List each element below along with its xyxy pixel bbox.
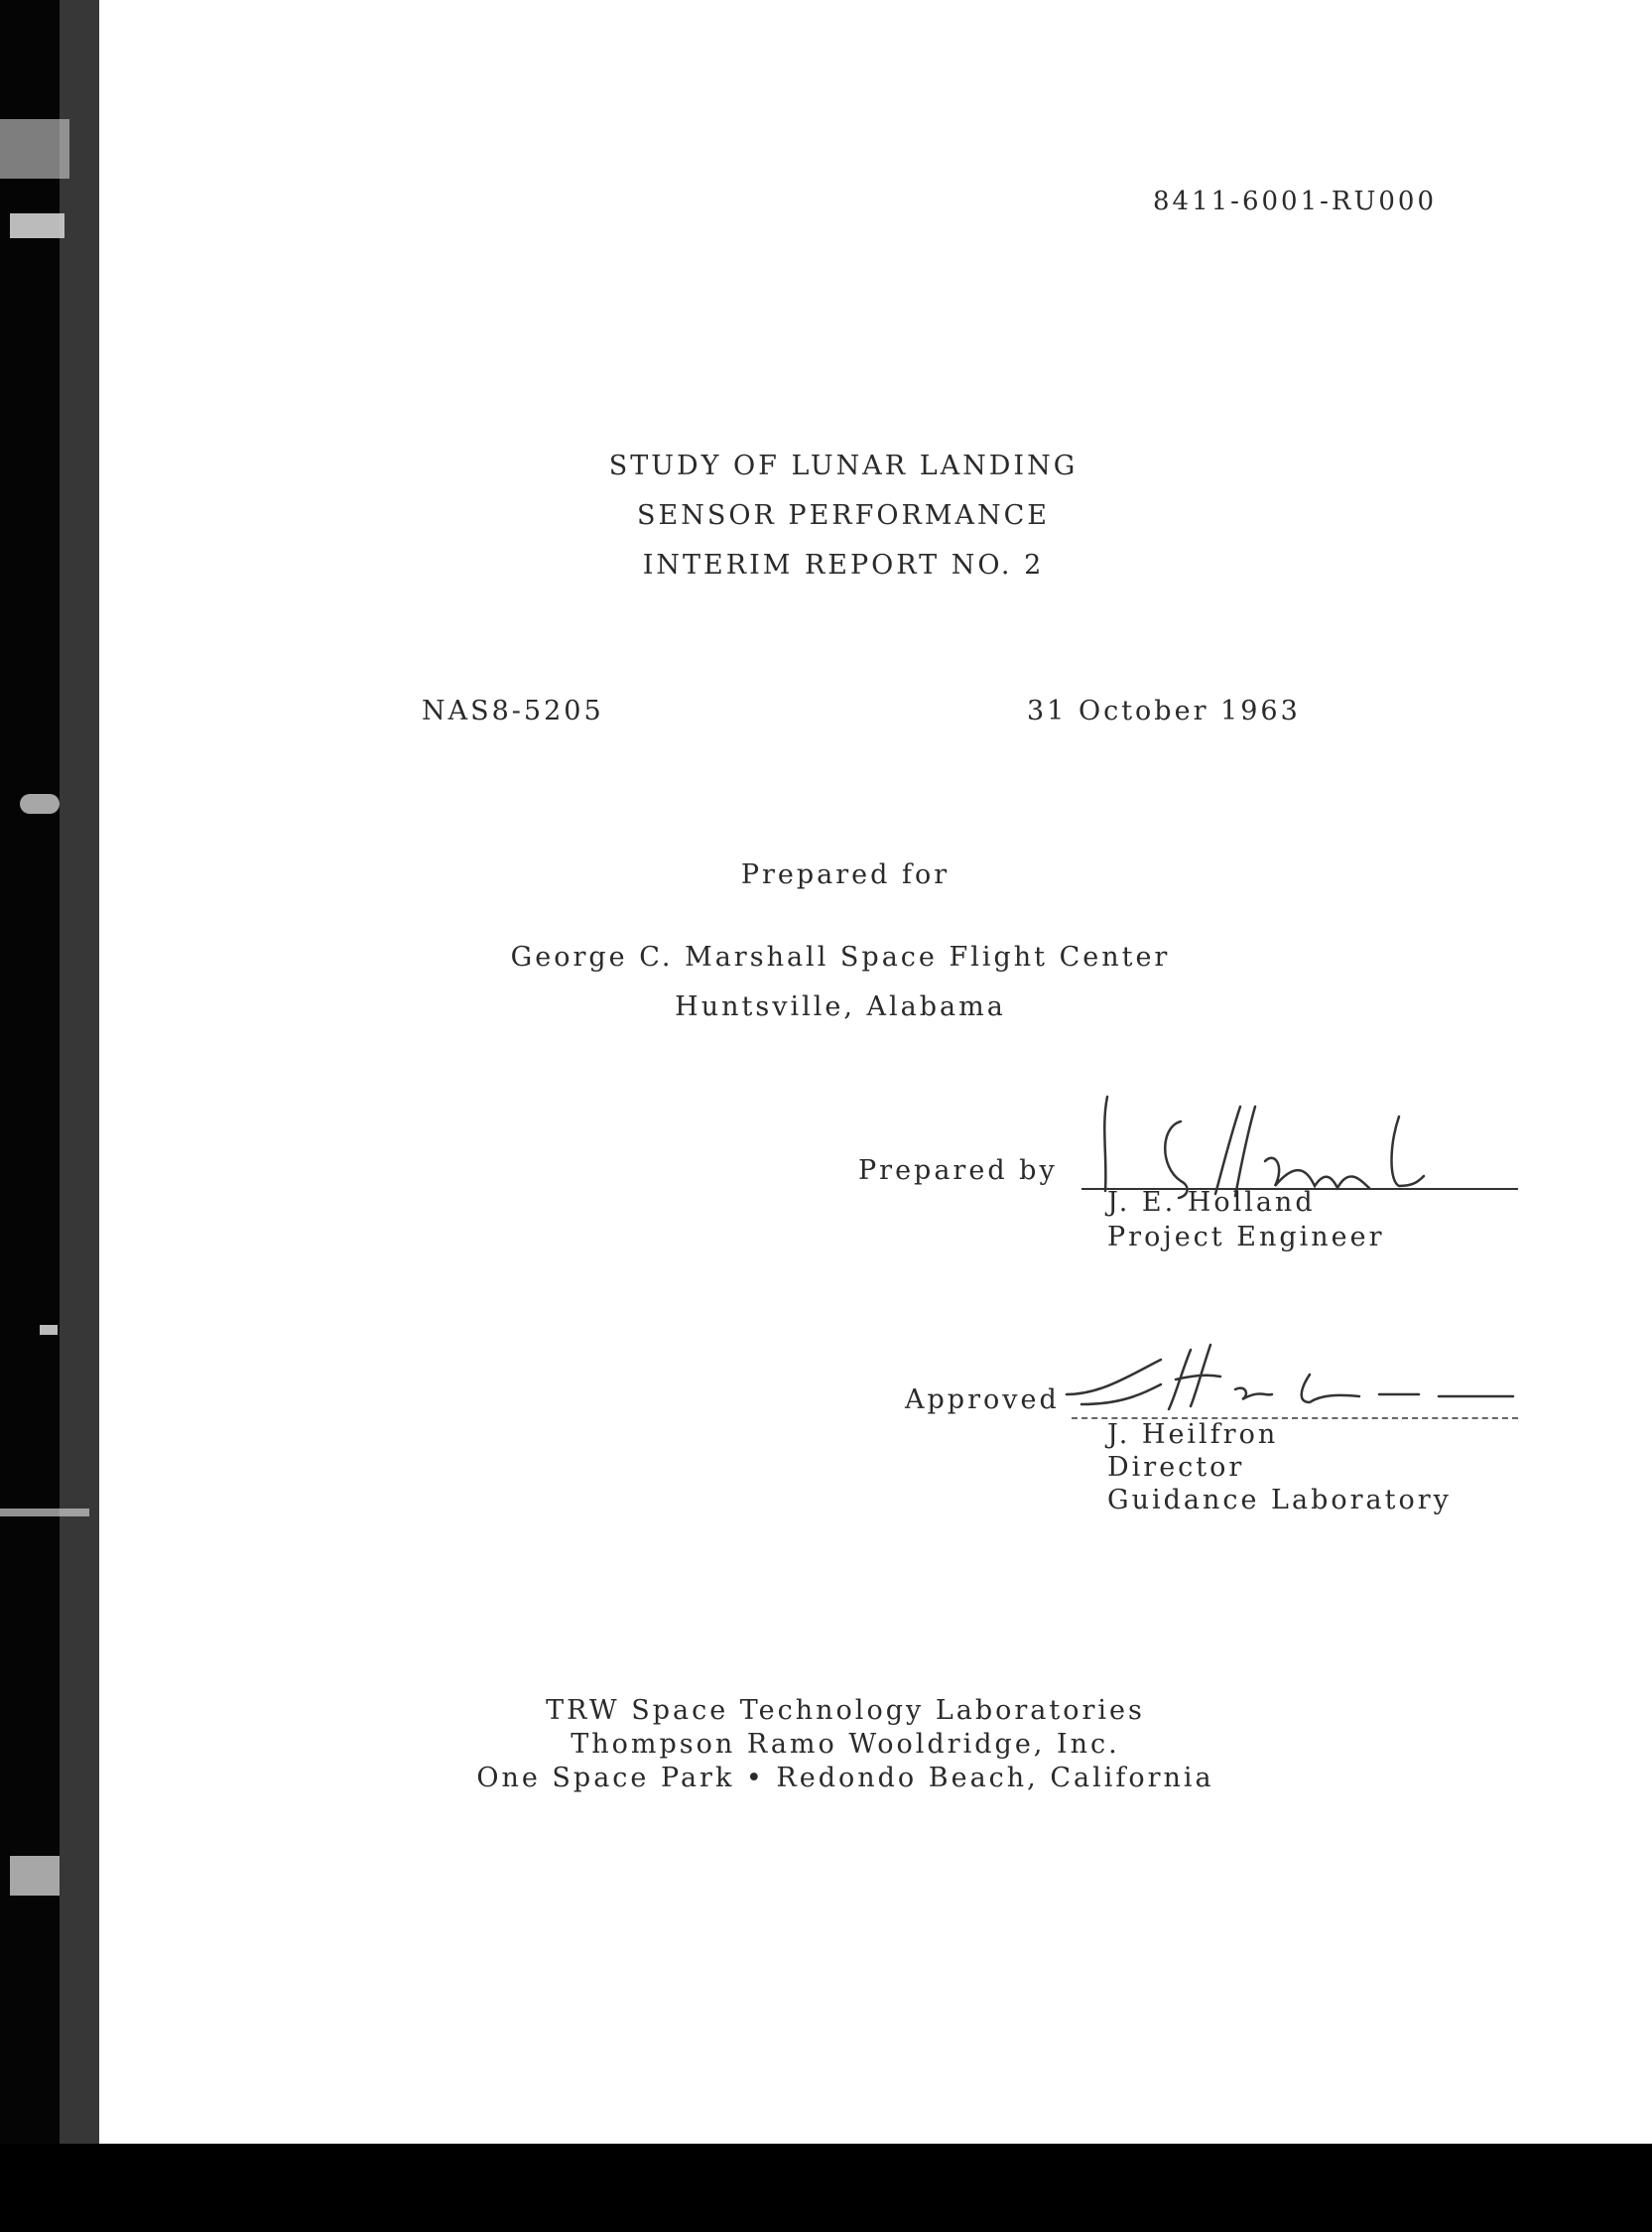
preparer-name: J. E. Holland — [1107, 1187, 1316, 1218]
approver-name: J. Heilfron — [1107, 1419, 1279, 1450]
document-number: 8411-6001-RU000 — [1153, 187, 1438, 216]
approver-signature — [1062, 1335, 1518, 1424]
approved-label: Approved — [905, 1384, 1060, 1415]
binding-edge — [0, 0, 99, 2144]
client-name: George C. Marshall Space Flight Center — [510, 942, 1171, 973]
org-line-2: Thompson Ramo Wooldridge, Inc. — [571, 1729, 1120, 1760]
approver-department: Guidance Laboratory — [1107, 1485, 1452, 1515]
contract-number: NAS8-5205 — [422, 696, 604, 726]
scan-bottom-border — [0, 2144, 1652, 2232]
report-title-line-2: SENSOR PERFORMANCE — [637, 500, 1050, 531]
report-title-line-3: INTERIM REPORT NO. 2 — [642, 550, 1045, 581]
report-title-line-1: STUDY OF LUNAR LANDING — [608, 451, 1079, 481]
prepared-for-label: Prepared for — [740, 859, 951, 890]
prepared-by-label: Prepared by — [858, 1155, 1058, 1186]
org-line-1: TRW Space Technology Laboratories — [546, 1695, 1145, 1726]
report-date: 31 October 1963 — [1027, 696, 1301, 726]
client-location: Huntsville, Alabama — [675, 991, 1006, 1022]
approver-title: Director — [1107, 1452, 1245, 1483]
org-line-3: One Space Park • Redondo Beach, California — [476, 1763, 1214, 1793]
preparer-title: Project Engineer — [1107, 1222, 1385, 1252]
